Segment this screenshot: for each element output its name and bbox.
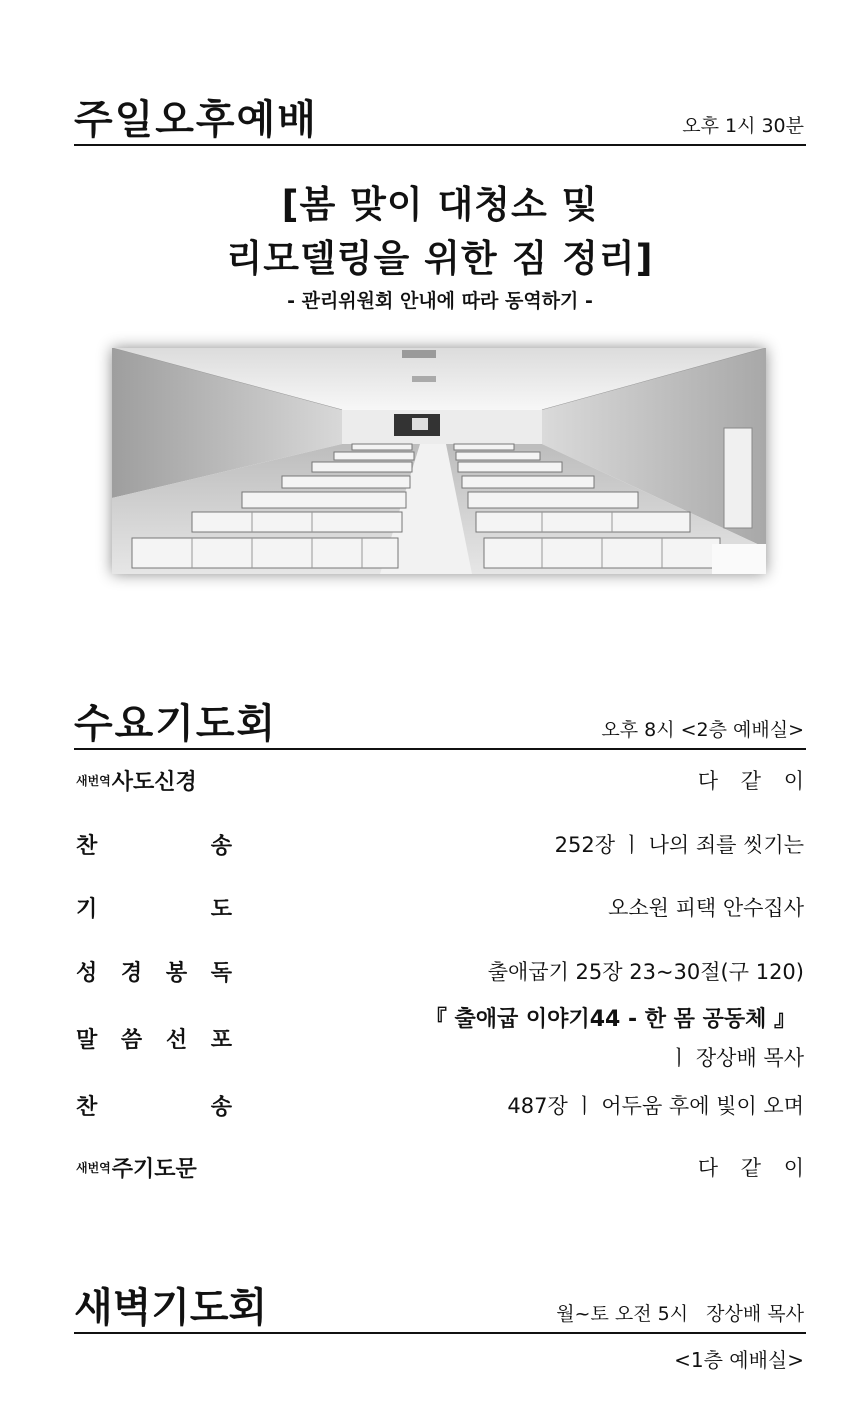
order-row-hymn-1 — [74, 824, 806, 864]
headline-line-2: 리모델링을 위한 짐 정리] — [226, 237, 654, 280]
order-value: 다 같 이 — [697, 1156, 812, 1180]
order-row-lords-prayer — [74, 1147, 812, 1187]
wednesday-prayer-header — [74, 686, 806, 750]
order-label — [76, 887, 232, 927]
label-char: 찬 — [76, 1094, 98, 1120]
label-char: 도 — [210, 896, 232, 922]
order-value: 487장 ㅣ 어두움 후에 빛이 오며 — [507, 1094, 804, 1118]
label-char: 포 — [210, 1027, 232, 1053]
label-char: 선 — [165, 1027, 188, 1053]
translation-prefix: 새번역 — [76, 1160, 111, 1175]
order-value: 252장 ㅣ 나의 죄를 씻기는 — [554, 833, 804, 857]
sermon-preacher: ㅣ 장상배 목사 — [668, 1046, 804, 1070]
order-row-scripture — [74, 951, 806, 991]
order-label — [76, 1018, 232, 1058]
afternoon-service-time: 오후 1시 30분 — [682, 115, 804, 137]
wednesday-prayer-time: 오후 8시 <2층 예배실> — [601, 719, 804, 741]
order-value: 출애굽기 25장 23~30절(구 120) — [487, 960, 804, 984]
label-char: 독 — [210, 960, 232, 986]
label-char: 기 — [76, 896, 98, 922]
order-row-prayer — [74, 887, 806, 927]
order-value: 오소원 피택 안수집사 — [608, 896, 804, 920]
dawn-prayer-location: <1층 예배실> — [674, 1348, 804, 1372]
label-char: 송 — [210, 833, 232, 859]
afternoon-service-header — [74, 84, 806, 146]
order-label — [76, 824, 232, 864]
order-label — [76, 1085, 232, 1125]
dawn-prayer-title: 새벽기도회 — [74, 1285, 268, 1331]
order-row-sermon — [74, 1002, 806, 1082]
order-label — [76, 951, 232, 991]
label-char: 경 — [120, 960, 143, 986]
afternoon-service-title: 주일오후예배 — [74, 97, 318, 143]
dawn-prayer-time: 월~토 오전 5시 장상배 목사 — [556, 1303, 804, 1325]
label-char: 봉 — [165, 960, 188, 986]
order-row-hymn-2 — [74, 1085, 806, 1125]
order-label-text: 주기도문 — [111, 1156, 197, 1182]
label-char: 말 — [76, 1027, 98, 1053]
wednesday-prayer-title: 수요기도회 — [74, 701, 278, 747]
sanctuary-photo — [112, 348, 766, 574]
order-label-text: 사도신경 — [111, 769, 197, 795]
label-char: 찬 — [76, 833, 98, 859]
headline-line-1: [봄 맞이 대청소 및 — [281, 183, 599, 226]
sermon-title: 『 출애굽 이야기44 - 한 몸 공동체 』 — [424, 1007, 796, 1032]
translation-prefix: 새번역 — [76, 773, 111, 788]
order-row-creed — [74, 760, 812, 800]
order-value: 다 같 이 — [697, 769, 812, 793]
order-label — [76, 760, 232, 800]
headline-subline: - 관리위원회 안내에 따라 동역하기 - — [287, 290, 593, 312]
dawn-prayer-header — [74, 1272, 806, 1334]
order-label — [76, 1147, 232, 1187]
label-char: 송 — [210, 1094, 232, 1120]
label-char: 성 — [76, 960, 98, 986]
label-char: 씀 — [120, 1027, 143, 1053]
